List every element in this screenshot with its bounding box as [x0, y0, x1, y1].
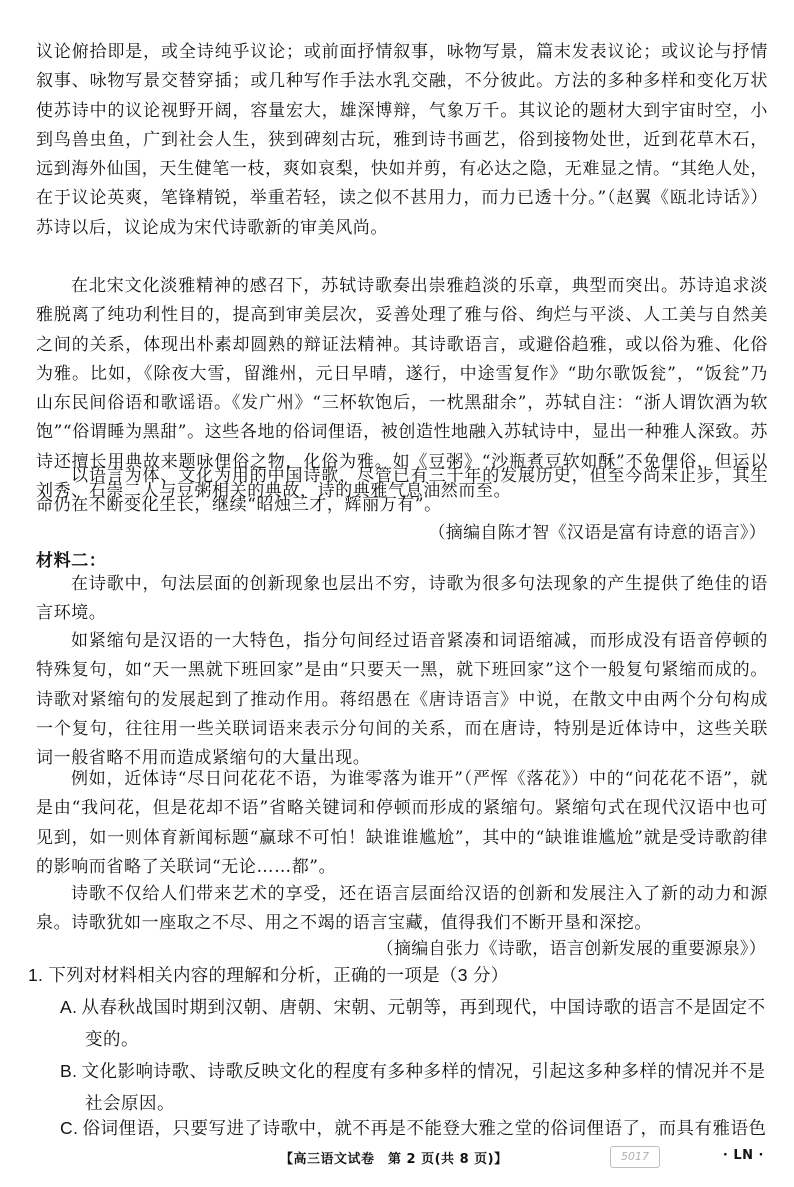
option-b-text-line2: 社会原因。 [85, 1093, 175, 1113]
paragraph-7: 诗歌不仅给人们带来艺术的享受，还在语言层面给汉语的创新和发展注入了新的动力和源泉。诗歌犹如一座取之不尽、用之不竭的语言宝藏，值得我们不断开垦和深挖。 [36, 884, 768, 934]
footer-page-label: 【高三语文试卷 第 2 页(共 8 页)】 [280, 1152, 508, 1167]
footer-stamp: 5017 [610, 1146, 660, 1168]
material-two-heading: 材料二： [36, 551, 107, 571]
paragraph-2: 在北宋文化淡雅精神的感召下，苏轼诗歌奏出崇雅趋淡的乐章，典型而突出。苏诗追求淡雅脱离了纯功利性目的，提高到审美层次，妥善处理了雅与俗、绚烂与平淡、人工美与自然美之间的关系，体现出朴素却圆熟的辩证法精神。其诗歌语言，或避俗趋雅，或以俗为雅、化俗为雅。比如，《除夜大雪，留潍州，元日早晴，遂行，中途雪复作》“助尔歌饭瓮”，“饭瓮”乃山东民间俗语和歌谣语。《发广州》“三杯软饱后，一枕黑甜余”，苏轼自注：“浙人谓饮酒为软饱”“俗谓睡为黑甜”。这些各地的俗词俚语，被创造性地融入苏轼诗中，显出一种雅人深致。苏诗还擅长用典故来题咏俚俗之物，化俗为雅。如《豆粥》“沙瓶煮豆软如酥”不免俚俗，但运以刘秀、石崇二人与豆粥相关的典故，诗的典雅气息油然而至。 [36, 276, 768, 502]
option-b-text-line1: 文化影响诗歌、诗歌反映文化的程度有多种多样的情况，引起这多种多样的情况并不是 [81, 1061, 766, 1081]
option-c[interactable] [62, 1112, 772, 1144]
option-c-letter: C. [60, 1118, 79, 1138]
page-footer [0, 1142, 794, 1172]
source-citation-2: （摘编自张力《诗歌，语言创新发展的重要源泉》） [376, 939, 766, 959]
option-b[interactable] [62, 1055, 772, 1119]
paragraph-1: 议论俯拾即是，或全诗纯乎议论；或前面抒情叙事，咏物写景，篇末发表议论；或议论与抒情叙事、咏物写景交替穿插；或几种写作手法水乳交融，不分彼此。方法的多种多样和变化万状使苏诗中的议论视野开阔，容量宏大，雄深博辩，气象万千。其议论的题材大到宇宙时空，小到鸟兽虫鱼，广到社会人生，狭到碑刻古玩，雅到诗书画艺，俗到接物处世，近到花草木石，远到海外仙国，天生健笔一枝，爽如哀梨，快如并剪，有必达之隐，无难显之情。“其绝人处，在于议论英爽，笔锋精锐，举重若轻，读之似不甚用力，而力已透十分。”（赵翼《瓯北诗话》）苏诗以后，议论成为宋代诗歌新的审美风尚。 [36, 42, 768, 238]
question-1-stem: 1. 下列对材料相关内容的理解和分析，正确的一项是（3 分） [28, 965, 509, 985]
option-c-text-line1: 俗词俚语，只要写进了诗歌中，就不再是不能登大雅之堂的俗词俚语了，而具有雅语色 [82, 1118, 767, 1138]
option-a-text-line1: 从春秋战国时期到汉朝、唐朝、宋朝、元朝等，再到现代，中国诗歌的语言不是固定不 [81, 997, 766, 1017]
paragraph-3: 以语言为体、文化为用的中国诗歌，尽管已有三千年的发展历史，但至今尚未止步，其生命仍在不断变化生长，继续“昭烛三才，辉丽万有”。 [36, 466, 768, 516]
option-a[interactable] [62, 991, 772, 1055]
option-b-letter: B. [60, 1061, 78, 1081]
option-a-letter: A. [60, 997, 78, 1017]
paragraph-4: 在诗歌中，句法层面的创新现象也层出不穷，诗歌为很多句法现象的产生提供了绝佳的语言环境。 [36, 574, 768, 624]
paragraph-5: 如紧缩句是汉语的一大特色，指分句间经过语音紧凑和词语缩减，而形成没有语音停顿的特殊复句，如“天一黑就下班回家”是由“只要天一黑，就下班回家”这个一般复句紧缩而成的。诗歌对紧缩句的发展起到了推动作用。蒋绍愚在《唐诗语言》中说，在散文中由两个分句构成一个复句，往往用一些关联词语来表示分句间的关系，而在唐诗，特别是近体诗中，这些关联词一般省略不用而造成紧缩句的大量出现。 [36, 631, 768, 769]
option-a-text-line2: 变的。 [85, 1029, 139, 1049]
footer-region-code: · LN · [722, 1148, 764, 1163]
source-citation-1: （摘编自陈才智《汉语是富有诗意的语言》） [428, 523, 766, 543]
paragraph-6: 例如，近体诗“尽日问花花不语，为谁零落为谁开”（严恽《落花》）中的“问花花不语”，就是由“我问花，但是花却不语”省略关键词和停顿而形成的紧缩句。紧缩句式在现代汉语中也可见到，如一则体育新闻标题“赢球不可怕！缺谁谁尴尬”，其中的“缺谁谁尴尬”就是受诗歌韵律的影响而省略了关联词“无论……都”。 [36, 769, 768, 877]
